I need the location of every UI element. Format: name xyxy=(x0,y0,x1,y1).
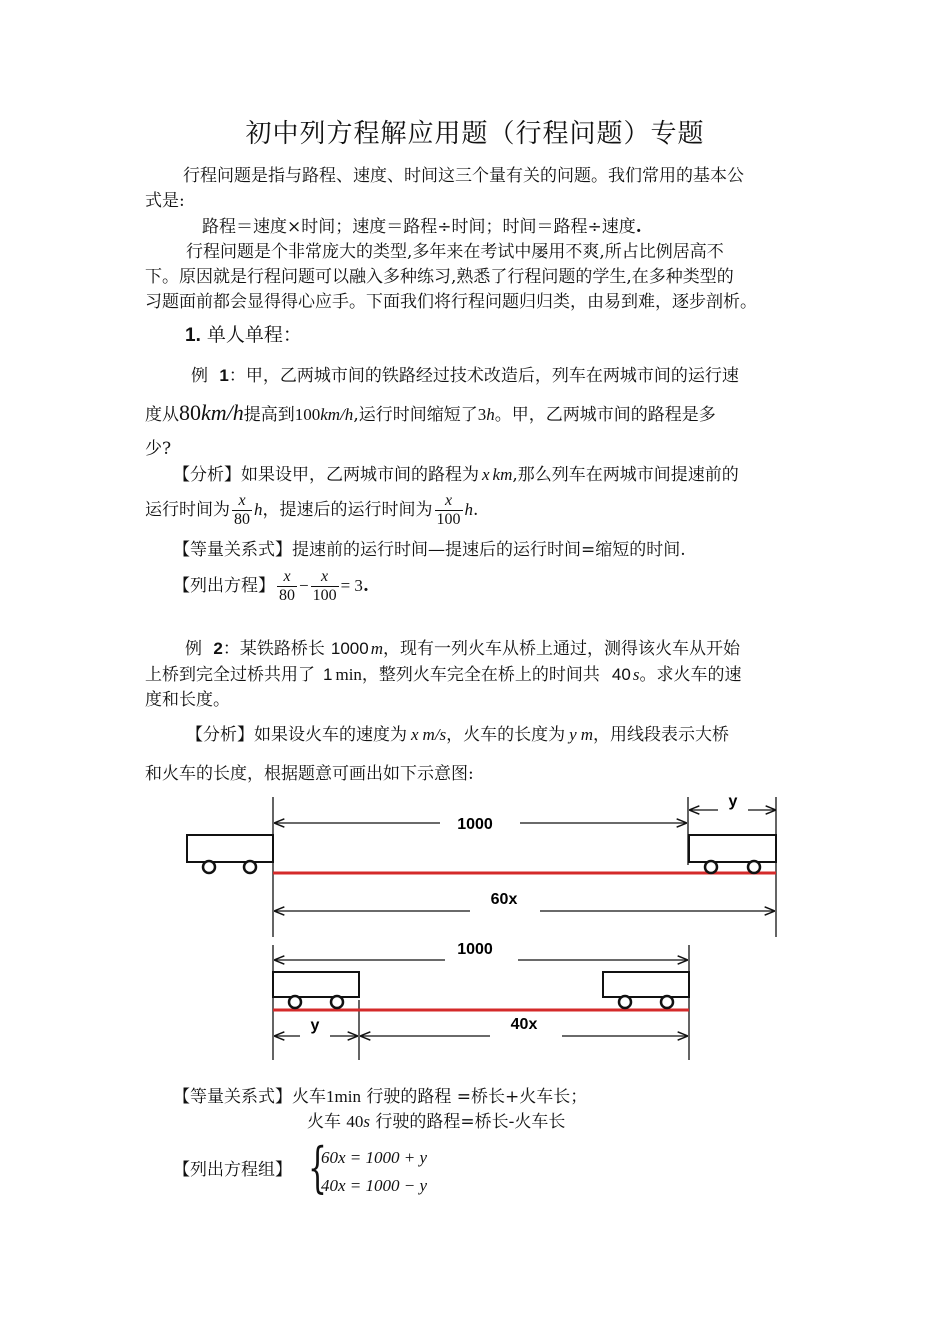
formula-end: . xyxy=(635,217,642,237)
time-1min: 1min xyxy=(326,1087,361,1106)
text-seg: 运行时间为 xyxy=(145,500,230,520)
example-text: ：甲，乙两城市间的铁路经过技术改造后，列车在两城市间的运行速 xyxy=(228,366,739,386)
intro-line-2: 式是: xyxy=(145,191,185,211)
top-diagram xyxy=(187,793,776,937)
text-seg: ，用线段表示大桥 xyxy=(593,725,729,745)
train-bridge-diagram xyxy=(0,780,950,1070)
top-bridge-label: 1000 xyxy=(457,816,493,833)
section-number: 1. xyxy=(185,325,201,346)
example-1-analysis-line-1 xyxy=(173,460,739,490)
system-tag: 【列出方程组】 xyxy=(173,1160,292,1180)
frac-den: 80 xyxy=(234,511,250,528)
frac-num: x xyxy=(435,492,463,511)
bridge-length-value: 1000 xyxy=(330,639,369,658)
text-seg: 火车 xyxy=(292,1087,326,1107)
bottom-y-label: y xyxy=(310,1017,320,1034)
system-eq-1: 60x = 1000 + y xyxy=(321,1148,428,1167)
time-total-value: 1 xyxy=(323,665,333,684)
speed-before-unit: km/h xyxy=(201,400,244,425)
equation-tag: 【列出方程】 xyxy=(173,576,275,596)
text-seg: 提高到 xyxy=(243,405,295,425)
example-2-relation-line-2 xyxy=(307,1107,565,1137)
text-seg: 行驶的路程 =桥长+火车长； xyxy=(360,1087,588,1107)
bottom-bridge-label: 1000 xyxy=(457,941,493,958)
example-2-analysis-line-1 xyxy=(186,720,729,750)
text-seg: 上桥到完全过桥共用了 xyxy=(145,665,315,685)
text-seg: ，现有一列火车从桥上通过，测得该火车从开始 xyxy=(382,639,740,659)
intro-p2-line-1: 行程问题是个非常庞大的类型,多年来在考试中屡用不爽,所占比例居高不 xyxy=(186,242,724,262)
time-on-bridge-unit: s xyxy=(632,665,640,684)
unit-h: h xyxy=(254,500,263,519)
relation-text: 提速前的运行时间—提速后的运行时间=缩短的时间. xyxy=(292,540,686,560)
text-seg: ，提速后的运行时间为 xyxy=(262,500,433,520)
formula-text: 路程＝速度×时间；速度＝路程÷时间；时间＝路程÷速度 xyxy=(202,217,636,237)
text-seg: ,那么列车在两城市间提速前的 xyxy=(512,465,739,485)
top-train-left xyxy=(187,835,273,873)
section-title: 单人单程： xyxy=(206,324,302,346)
analysis-tag: 【分析】 xyxy=(173,465,241,485)
system-eq-2: 40x = 1000 − y xyxy=(321,1176,428,1195)
minus-sign: − xyxy=(299,576,309,595)
example-number: 1 xyxy=(219,366,229,385)
top-y-label: y xyxy=(728,793,738,810)
unit-m-per-s: m/s xyxy=(422,725,447,744)
speed-after-unit: km/h xyxy=(320,405,354,424)
time-40: 40 xyxy=(346,1112,364,1131)
var-y: y xyxy=(569,725,577,744)
speed-before-value: 80 xyxy=(179,400,201,425)
bottom-train-right xyxy=(603,972,689,1008)
speed-after-value: 100 xyxy=(294,405,321,424)
text-seg: ，整列火车完全在桥上的时间共 xyxy=(361,665,600,685)
fraction-x-over-80 xyxy=(277,568,297,605)
example-2-line-2 xyxy=(145,660,741,690)
time-total-unit: min xyxy=(335,665,362,684)
text-seg: ,运行时间缩短了 xyxy=(353,405,478,425)
relation-tag: 【等量关系式】 xyxy=(173,1087,292,1107)
unit-s: s xyxy=(363,1112,371,1131)
example-number: 2 xyxy=(213,639,223,658)
fraction-x-over-80 xyxy=(232,492,252,529)
example-label: 例 xyxy=(185,639,202,659)
frac-num: x xyxy=(311,568,339,587)
example-1-analysis-line-2 xyxy=(145,492,478,529)
bottom-total-label: 40x xyxy=(510,1016,538,1033)
example-1-relation xyxy=(173,535,686,565)
text-seg: 。甲，乙两城市间的路程是多 xyxy=(494,405,716,425)
text-seg: ，火车的长度为 xyxy=(446,725,566,745)
example-1-line-3: 少? xyxy=(145,439,172,459)
analysis-tag: 【分析】 xyxy=(186,725,254,745)
fraction-x-over-100 xyxy=(311,568,339,605)
text-seg: 如果设火车的速度为 xyxy=(254,725,407,745)
example-1-equation xyxy=(173,568,369,605)
intro-p2-line-3: 习题面前都会显得得心应手。下面我们将行程问题归归类，由易到难，逐步剖析。 xyxy=(145,292,757,312)
example-2-system xyxy=(173,1155,292,1185)
frac-den: 80 xyxy=(279,587,295,604)
example-1-line-1 xyxy=(191,361,739,391)
text-seg: 如果设甲，乙两城市间的路程为 xyxy=(241,465,479,485)
time-on-bridge-value: 40 xyxy=(611,665,631,684)
example-label: 例 xyxy=(191,366,208,386)
text-seg: 火车 xyxy=(307,1112,347,1132)
intro-p2-line-2: 下。原因就是行程问题可以融入多种练习,熟悉了行程问题的学生,在多种类型的 xyxy=(145,267,734,287)
frac-num: x xyxy=(232,492,252,511)
equation-end: . xyxy=(362,576,369,596)
text-seg: ：某铁路桥长 xyxy=(222,639,325,659)
example-2-line-3: 度和长度。 xyxy=(145,690,230,710)
var-x: x xyxy=(411,725,419,744)
time-value: 3 xyxy=(477,405,487,424)
text-seg: 度从 xyxy=(145,405,179,425)
frac-den: 100 xyxy=(312,587,337,604)
time-unit: h xyxy=(486,405,495,424)
equation-rhs: = 3 xyxy=(340,576,363,595)
frac-den: 100 xyxy=(436,511,461,528)
example-1-line-2 xyxy=(145,398,716,430)
top-total-label: 60x xyxy=(490,891,518,908)
frac-num: x xyxy=(277,568,297,587)
bridge-length-unit: m xyxy=(370,639,383,658)
unit-km: km xyxy=(492,465,513,484)
bottom-diagram xyxy=(273,941,689,1060)
intro-line-1: 行程问题是指与路程、速度、时间这三个量有关的问题。我们常用的基本公 xyxy=(183,166,744,186)
section-1-heading xyxy=(185,320,302,351)
var-x: x xyxy=(482,465,490,484)
relation-tag: 【等量关系式】 xyxy=(173,540,292,560)
brace-icon: { xyxy=(308,1136,327,1199)
text-seg: . xyxy=(473,500,479,520)
unit-h: h xyxy=(464,500,473,519)
example-2-analysis-line-2: 和火车的长度，根据题意可画出如下示意图: xyxy=(145,764,474,784)
page-title: 初中列方程解应用题（行程问题）专题 xyxy=(245,119,705,149)
unit-m: m xyxy=(580,725,593,744)
bottom-train-left xyxy=(273,972,359,1008)
fraction-x-over-100 xyxy=(435,492,463,529)
top-train-right xyxy=(689,835,776,873)
text-seg: 。求火车的速 xyxy=(639,665,742,685)
text-seg: 行驶的路程=桥长-火车长 xyxy=(370,1112,566,1132)
